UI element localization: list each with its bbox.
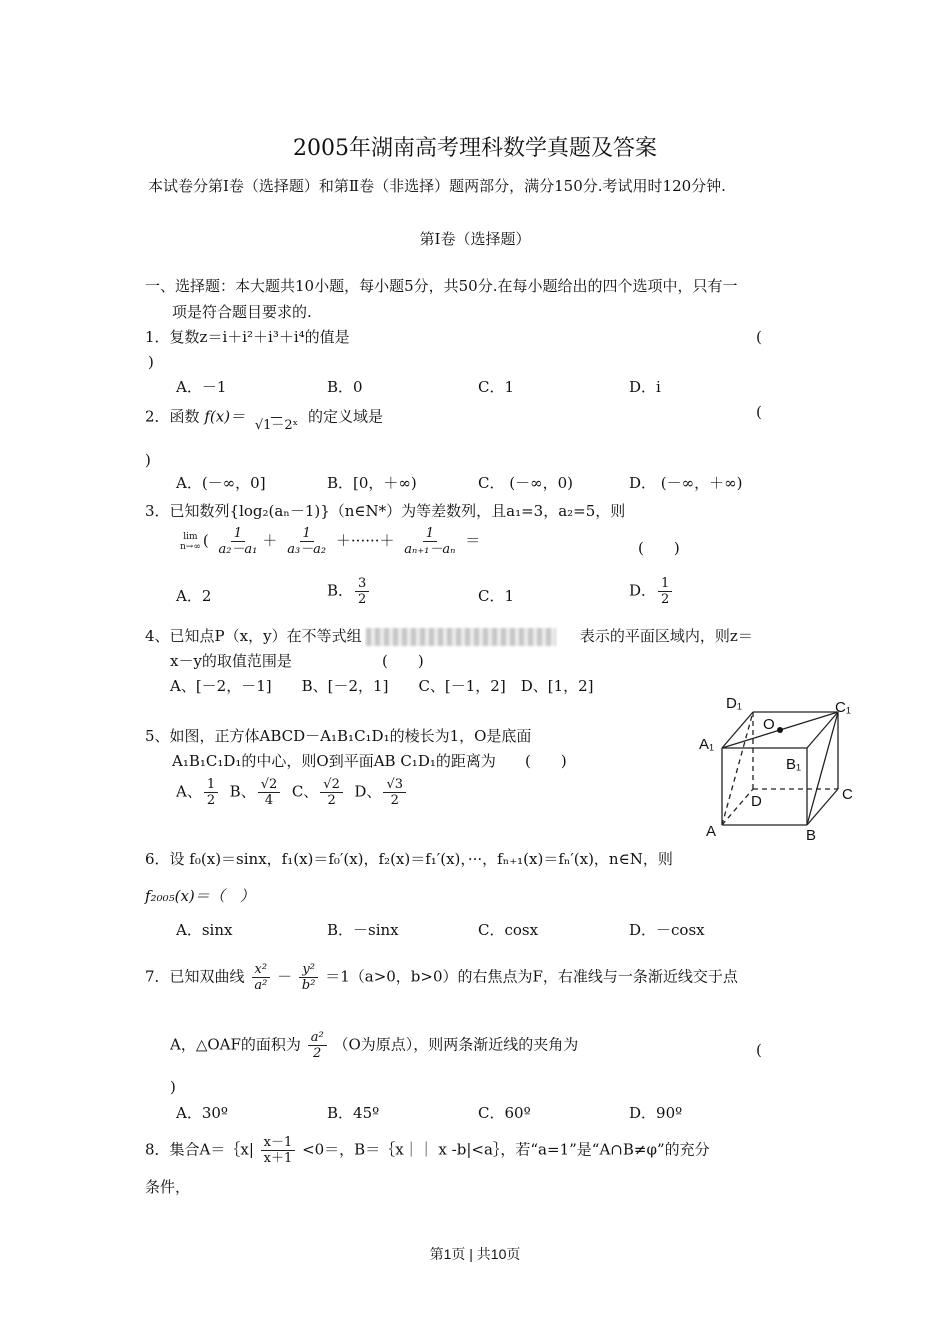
page-title: 2005年湖南高考理科数学真题及答案 [293,136,657,161]
q5-opt-d-num: √3 [383,777,406,793]
q6-option-c: C．cosx [478,921,539,939]
q7-minus: － [277,967,293,986]
q7-frac-y-den: b² [301,978,316,993]
q6-option-d: D．－cosx [629,921,705,939]
q4-line2: x－y的取值范围是 [170,652,292,670]
q2-stem-a: 2．函数 [145,407,200,426]
q3-opt-b-frac [355,576,369,607]
q7-option-b: B．45º [327,1104,380,1122]
q5-opt-b-den: 4 [264,793,274,808]
q6-option-b: B．－sinx [327,921,399,939]
q7-frac-y-num: y² [299,962,318,978]
q2-option-a: A．(－∞，0] [176,474,266,492]
q3-option-a: A．2 [176,587,212,605]
q4-paren: ( ) [382,652,424,670]
q5-opt-a-num: 1 [204,777,218,793]
q3-opt-d-den: 2 [661,592,670,607]
q8-stem-b: <0＝，B＝｛x｜｜ x -b|<a｝，若“a=1”是“A∩B≠φ”的充分 [302,1140,710,1159]
q4-options: A、[－2，－1] B、[－2，1] C、[－1，2] D、[1，2] [170,677,594,695]
q5-opt-d-frac [383,777,406,808]
q6-line2: f₂₀₀₅(x)＝（ ） [145,887,255,905]
q3-frac-3 [401,526,458,557]
q3-paren: ( ) [638,539,680,557]
q1-option-c: C．1 [478,378,515,396]
section1-instructions: 一、选择题：本大题共10小题，每小题5分，共50分.在每小题给出的四个选项中，只有一 [145,277,738,295]
q3-lim [180,532,201,552]
q3-opt-b-label: B． [327,581,354,600]
q4-stem [145,626,753,646]
q7-stem-a: 7．已知双曲线 [145,967,245,986]
diag-b-c1 [807,712,838,825]
q6-line1: 6．设 f₀(x)＝sinx，f₁(x)＝f₀′(x)，f₂(x)＝f₁′(x)，···，fₙ₊₁(x)＝fₙ′(x)，n∈N，则 [145,850,673,868]
label-c: C [842,786,853,803]
q8-frac [261,1135,296,1166]
q2-frac-num [271,402,281,418]
q2-stem [145,402,383,433]
label-c1: C₁ [835,699,851,716]
q5-opt-b-num: √2 [258,777,281,793]
q7-paren-close: ) [170,1078,176,1096]
label-d: D [751,793,762,810]
q5-options [176,777,408,808]
q3-lim-sub: n→∞ [180,541,201,552]
q5-opt-a-den: 2 [206,793,216,808]
cube-figure [695,690,865,845]
q3-opt-b-num: 3 [355,576,369,592]
q5-opt-a: A、 [176,782,202,801]
q5-opt-b: B、 [229,782,256,801]
q5-opt-d-den: 2 [390,793,399,808]
q7-option-d: D．90º [629,1104,683,1122]
q2-function: f(x)＝ [204,407,246,426]
label-d1: D₁ [726,695,742,712]
q5-opt-c: C、 [291,782,319,801]
q8-line2: 条件， [145,1178,191,1196]
q5-opt-a-frac [204,777,218,808]
q3-limit-expr: lim n→∞ ( $\frac{1}{\text{a₂－a₁}}$ ＋ $\frac{1}{\text{a₃－a₂}}$ ＋······＋ $\frac{1}{\text{aₙ₊₁－aₙ}}$ ＝ [180,526,481,557]
q2-option-b: B．[0，＋∞) [327,474,417,492]
q1-paren-close: ) [148,353,154,371]
q3-frac2-num: 1 [300,526,314,542]
q5-opt-d: D、 [354,782,382,801]
q7-frac-x-num: x² [252,962,271,978]
q8-stem [145,1135,710,1166]
q7-area-frac [308,1030,327,1061]
label-b: B [806,827,817,844]
q5-paren: ( ) [525,752,567,770]
label-a: A [706,823,717,840]
q3-frac3-den: aₙ₊₁－aₙ [404,542,456,557]
q7-frac-y [299,962,319,993]
part1-heading: 第Ⅰ卷（选择题） [419,230,531,248]
q3-frac-1 [215,526,260,557]
label-a1: A₁ [699,736,715,753]
q3-frac-2 [284,526,329,557]
label-b1: B₁ [786,756,802,773]
q1-option-d: D．i [629,378,661,396]
q7-area-num: a² [308,1030,327,1046]
q7-frac-x-den: a² [254,978,268,993]
q1-stem: 1．复数z＝i＋i²＋i³＋i⁴的值是 [145,328,350,346]
q1-paren: ( [756,328,762,346]
q7-line2-b: （O为原点），则两条渐近线的夹角为 [333,1035,579,1054]
q5-opt-c-num: √2 [320,777,343,793]
q6-option-a: A．sinx [176,921,233,939]
q2-option-c: C． (－∞，0) [478,474,573,492]
q2-stem-b: 的定义域是 [307,407,383,426]
q8-frac-den: x＋1 [263,1151,293,1166]
q7-option-a: A．30º [176,1104,228,1122]
q4-inequality-system-image [366,628,556,646]
q3-opt-d-frac [658,576,672,607]
intro-text: 本试卷分第Ⅰ卷（选择题）和第Ⅱ卷（非选择）题两部分，满分150分.考试用时120分钟. [148,177,726,195]
q5-line2: A₁B₁C₁D₁的中心，则O到平面AB C₁D₁的距离为 [172,752,496,770]
q5-opt-b-frac [258,777,281,808]
q4-stem-b: 表示的平面区域内，则z＝ [579,627,753,645]
q3-opt-d-label: D． [629,581,657,600]
q7-stem-b: ＝1（a>0，b>0）的右焦点为F，右准线与一条渐近线交于点 [325,967,738,986]
page-footer: 第1页 | 共10页 [429,1246,521,1262]
q3-ellipsis: ＋······＋ [335,531,395,550]
q3-opt-b-den: 2 [358,592,367,607]
q5-line1: 5、如图，正方体ABCD－A₁B₁C₁D₁的棱长为1，O是底面 [145,727,532,745]
q7-stem [145,962,738,993]
q2-option-d: D． (－∞，＋∞) [629,474,743,492]
q2-paren: ( [756,403,762,421]
q2-fraction [252,402,301,433]
q3-frac1-num: 1 [231,526,245,542]
q3-equals: ＝ [465,531,481,550]
q7-option-c: C．60º [478,1104,531,1122]
q3-frac3-num: 1 [423,526,437,542]
q3-option-d [629,576,674,607]
q7-frac-x [251,962,270,993]
q7-paren: ( [756,1041,762,1059]
q1-option-b: B．0 [327,378,363,396]
q3-option-c: C．1 [478,587,515,605]
q3-lim-word: lim [183,531,198,542]
q1-option-a: A．－1 [176,378,227,396]
center-point-o [777,727,783,733]
q5-opt-c-den: 2 [327,793,336,808]
q7-line2-a: A，△OAF的面积为 [170,1035,301,1054]
section1-instructions-cont: 项是符合题目要求的. [172,303,312,321]
q2-frac-den: √1－2ˣ [254,418,299,433]
diag-a-d1-hidden [722,712,753,825]
q3-frac2-den: a₃－a₂ [287,542,327,557]
q3-option-b [327,576,371,607]
q3-opt-d-num: 1 [658,576,672,592]
q2-paren-close: ) [145,451,151,469]
q8-frac-num: x－1 [261,1135,296,1151]
q3-stem: 3．已知数列{log₂(aₙ－1)}（n∈N*）为等差数列，且a₁=3，a₂=5，则 [145,502,626,520]
label-o: O [763,716,775,733]
q7-area-den: 2 [313,1046,322,1061]
q7-line2 [170,1030,578,1061]
q8-stem-a: 8．集合A＝｛x| [145,1140,254,1159]
q5-opt-c-frac [320,777,343,808]
q3-frac1-den: a₂－a₁ [218,542,258,557]
q4-stem-a: 4、已知点P（x，y）在不等式组 [145,627,362,645]
